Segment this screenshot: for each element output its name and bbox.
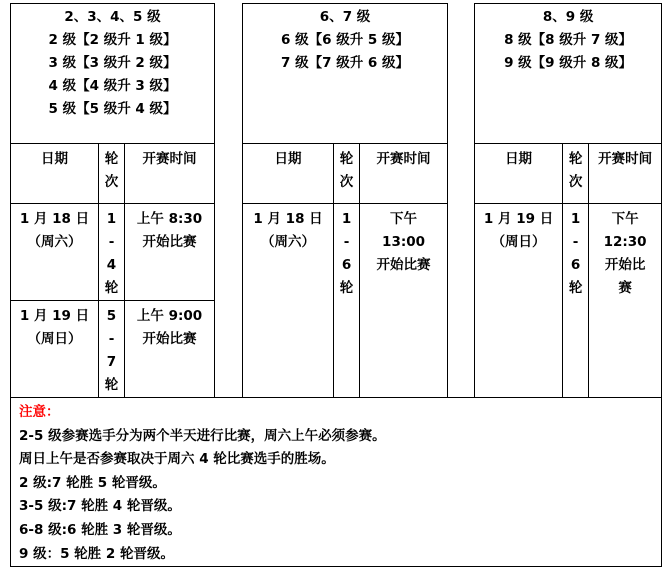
date-cell	[11, 204, 99, 301]
time-text: 下午	[390, 211, 418, 227]
time-cell	[125, 301, 215, 398]
time-text: 开始比赛	[142, 331, 197, 347]
column-gap	[448, 4, 475, 398]
round-text: 1	[570, 211, 581, 227]
note-line: 2-5 级参赛选手分为两个半天进行比赛，周六上午必须参赛。	[19, 427, 386, 444]
round-text: 轮	[104, 377, 119, 393]
time-text: 13:00	[382, 234, 426, 250]
round-cell	[563, 204, 589, 398]
column-gap	[215, 4, 243, 398]
date-cell	[475, 204, 563, 398]
col-round-header: 轮次	[99, 144, 125, 204]
round-text: -	[108, 331, 115, 347]
round-text: 6	[341, 257, 352, 273]
column-header-row	[11, 144, 662, 204]
group-header-8-9	[475, 4, 662, 144]
col-date-header: 日期	[11, 144, 99, 204]
col-time-header: 开赛时间	[125, 144, 215, 204]
round-text: 5	[106, 308, 117, 324]
time-text: 开始比赛	[142, 234, 197, 250]
weekday-text: （周日）	[491, 234, 546, 250]
table-row	[11, 204, 662, 301]
group-line: 6 级【6 级升 5 级】	[281, 32, 410, 48]
group-line: 7 级【7 级升 6 级】	[281, 55, 410, 71]
note-line: 9 级：5 轮胜 2 轮晋级。	[19, 545, 174, 562]
round-text: 轮	[568, 280, 583, 296]
date-cell	[243, 204, 334, 398]
notes-block	[11, 398, 662, 567]
col-date-header: 日期	[243, 144, 334, 204]
schedule-table	[10, 3, 662, 567]
time-cell	[125, 204, 215, 301]
date-text: 1 月 18 日	[253, 211, 323, 227]
weekday-text: （周日）	[27, 331, 82, 347]
group-line: 4 级【4 级升 3 级】	[48, 78, 177, 94]
notes-title: 注意：	[19, 404, 60, 420]
time-text: 上午 9:00	[136, 308, 203, 324]
group-line: 5 级【5 级升 4 级】	[48, 101, 177, 117]
col-time-header: 开赛时间	[589, 144, 662, 204]
time-cell	[589, 204, 662, 398]
weekday-text: （周六）	[27, 234, 82, 250]
round-text: 1	[341, 211, 352, 227]
date-text: 1 月 18 日	[19, 211, 90, 227]
date-text: 1 月 19 日	[19, 308, 90, 324]
time-text: 下午	[611, 211, 639, 227]
round-cell	[99, 204, 125, 301]
group-title: 2、3、4、5 级	[64, 9, 161, 25]
date-cell	[11, 301, 99, 398]
round-text: 7	[106, 354, 117, 370]
note-line: 周日上午是否参赛取决于周六 4 轮比赛选手的胜场。	[19, 451, 335, 468]
round-cell	[334, 204, 360, 398]
round-text: 1	[106, 211, 117, 227]
round-text: 6	[570, 257, 581, 273]
round-text: -	[108, 234, 115, 250]
group-header-6-7	[243, 4, 448, 144]
date-text: 1 月 19 日	[483, 211, 554, 227]
group-line: 3 级【3 级升 2 级】	[48, 55, 177, 71]
col-date-header: 日期	[475, 144, 563, 204]
group-header-row	[11, 4, 662, 144]
time-text: 12:30	[603, 234, 647, 250]
time-text: 开始比	[604, 257, 646, 273]
note-line: 2 级:7 轮胜 5 轮晋级。	[19, 474, 166, 491]
time-text: 赛	[618, 280, 632, 296]
round-text: -	[343, 234, 350, 250]
round-text: 4	[106, 257, 117, 273]
round-cell	[99, 301, 125, 398]
col-time-header: 开赛时间	[360, 144, 448, 204]
group-header-2-5	[11, 4, 215, 144]
time-cell	[360, 204, 448, 398]
group-line: 9 级【9 级升 8 级】	[504, 55, 633, 71]
time-text: 上午 8:30	[136, 211, 203, 227]
time-text: 开始比赛	[376, 257, 431, 273]
group-title: 8、9 级	[542, 9, 594, 25]
round-text: -	[572, 234, 579, 250]
round-text: 轮	[339, 280, 354, 296]
col-round-header: 轮次	[563, 144, 589, 204]
round-text: 轮	[104, 280, 119, 296]
group-line: 2 级【2 级升 1 级】	[48, 32, 177, 48]
group-line: 8 级【8 级升 7 级】	[504, 32, 633, 48]
note-line: 3-5 级:7 轮胜 4 轮晋级。	[19, 498, 181, 515]
col-round-header: 轮次	[334, 144, 360, 204]
note-line: 6-8 级:6 轮胜 3 轮晋级。	[19, 521, 181, 538]
group-title: 6、7 级	[319, 9, 371, 25]
weekday-text: （周六）	[261, 234, 316, 250]
notes-row	[11, 398, 662, 567]
